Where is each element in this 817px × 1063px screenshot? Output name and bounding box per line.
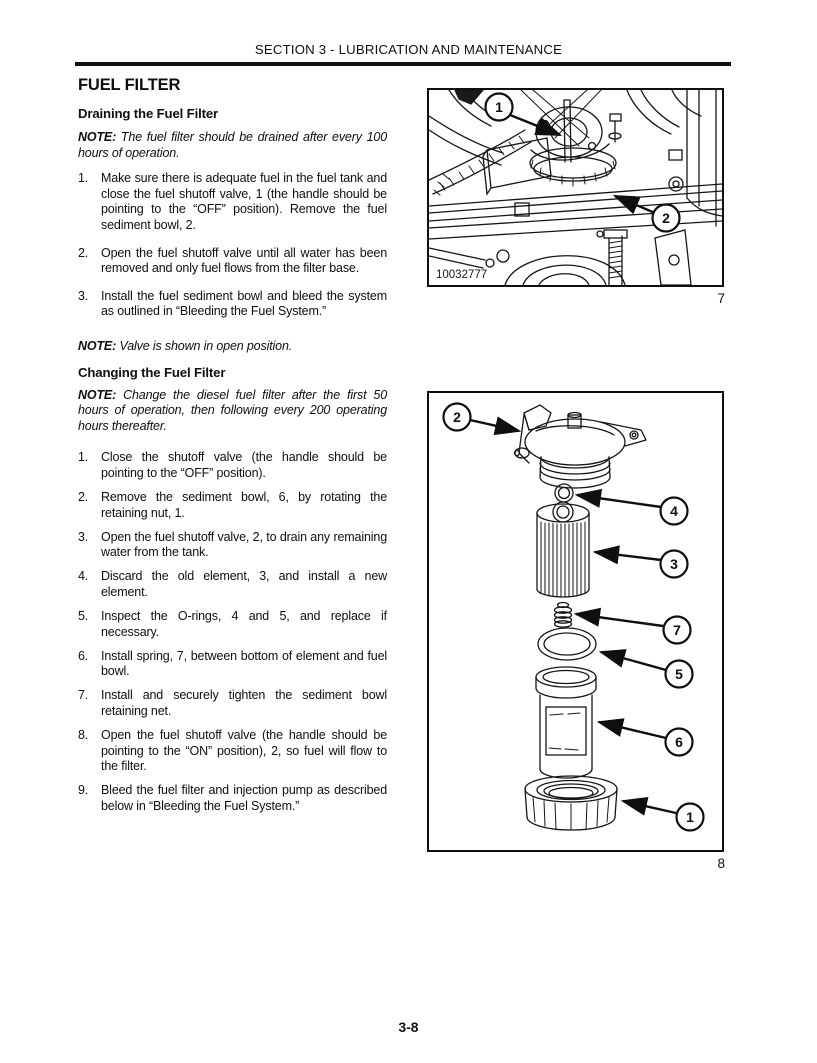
callout-arrow-element xyxy=(595,552,661,560)
step-item xyxy=(78,783,387,814)
page-title: FUEL FILTER xyxy=(78,76,181,94)
callout-label-head: 2 xyxy=(453,409,461,425)
callout-arrow-bowl xyxy=(599,722,666,738)
note-text: Valve is shown in open position. xyxy=(119,338,293,353)
figure-7-number: 7 xyxy=(717,291,725,306)
step-item xyxy=(78,530,387,561)
engine-line-drawing xyxy=(429,90,722,285)
figure-8-exploded-view xyxy=(427,391,724,852)
header-rule xyxy=(75,62,731,66)
note-text: Change the diesel fuel filter after the first 50 hours of operation, then following every 200 operating hours thereafter. xyxy=(78,387,387,433)
step-text: Remove the sediment bowl, 6, by rotating the retaining nut, 1. xyxy=(101,490,387,520)
step-text: Open the fuel shutoff valve, 2, to drain any remaining water from the tank. xyxy=(101,529,387,560)
callout-label-bowl: 6 xyxy=(675,734,683,750)
valve-note xyxy=(78,339,387,355)
step-item xyxy=(78,569,387,600)
step-number: 1. xyxy=(78,171,89,186)
note-label: NOTE: xyxy=(78,130,117,144)
draining-steps xyxy=(78,171,387,320)
step-text: Open the fuel shutoff valve (the handle should be pointing to the “ON” position), 2, so fuel will flow to the filter. xyxy=(101,728,387,774)
draining-note xyxy=(78,130,387,161)
callout-label-oring-small: 4 xyxy=(670,503,678,519)
callout-arrow-oring-large xyxy=(601,652,666,670)
step-number: 5. xyxy=(78,609,89,624)
note-label: NOTE: xyxy=(78,338,117,353)
step-item xyxy=(78,609,387,640)
figure-7-engine-view xyxy=(427,88,724,287)
callout-arrow-bowl xyxy=(615,196,655,213)
step-item xyxy=(78,688,387,719)
callout-label-bowl: 2 xyxy=(662,210,670,226)
step-text: Make sure there is adequate fuel in the fuel tank and close the fuel shutoff valve, 1 (the handle should be pointing to the “OFF” position). Remove the fuel sediment bowl, 2. xyxy=(101,171,387,232)
changing-steps xyxy=(78,450,387,814)
step-text: Install and securely tighten the sediment bowl retaining net. xyxy=(101,688,387,719)
step-number: 1. xyxy=(78,450,89,465)
step-item xyxy=(78,490,387,521)
callout-arrow-oring-small xyxy=(577,495,661,507)
callout-label-element: 3 xyxy=(670,556,678,572)
step-text: Open the fuel shutoff valve until all water has been removed and only fuel flows from the filter base. xyxy=(101,245,387,276)
step-item xyxy=(78,171,387,233)
step-number: 6. xyxy=(78,648,89,663)
callout-arrow-spring xyxy=(576,614,663,626)
step-item xyxy=(78,246,387,277)
step-number: 4. xyxy=(78,569,89,584)
step-number: 2. xyxy=(78,245,89,260)
step-number: 9. xyxy=(78,783,89,798)
step-item xyxy=(78,728,387,775)
step-text: Bleed the fuel filter and injection pump as described below in “Bleeding the Fuel System.” xyxy=(101,783,387,813)
step-item xyxy=(78,649,387,680)
step-text: Install the fuel sediment bowl and bleed the system as outlined in “Bleeding the Fuel System.” xyxy=(101,288,387,319)
callout-label-spring: 7 xyxy=(673,622,681,638)
callout-arrow-valve xyxy=(510,115,560,135)
section-header: SECTION 3 - LUBRICATION AND MAINTENANCE xyxy=(254,42,563,57)
draining-heading: Draining the Fuel Filter xyxy=(78,106,219,121)
page-number: 3-8 xyxy=(398,1020,419,1035)
step-number: 3. xyxy=(78,529,89,544)
callout-arrow-head xyxy=(470,420,519,431)
step-text: Install spring, 7, between bottom of element and fuel bowl. xyxy=(101,648,387,679)
callout-label-nut: 1 xyxy=(686,809,694,825)
exploded-filter-drawing xyxy=(429,393,722,850)
step-number: 3. xyxy=(78,288,89,303)
callout-arrow-nut xyxy=(623,801,676,813)
figure-8-number: 8 xyxy=(717,856,725,871)
step-text: Inspect the O-rings, 4 and 5, and replace if necessary. xyxy=(101,609,387,639)
changing-note xyxy=(78,388,387,435)
callout-label-valve: 1 xyxy=(495,99,503,115)
photo-id: 10032777 xyxy=(436,269,488,281)
step-number: 2. xyxy=(78,490,89,504)
step-number: 8. xyxy=(78,728,89,743)
step-item xyxy=(78,450,387,481)
note-label: NOTE: xyxy=(78,387,117,402)
changing-heading: Changing the Fuel Filter xyxy=(78,364,226,380)
text-column xyxy=(78,76,387,823)
step-item xyxy=(78,289,387,320)
note-text: The fuel filter should be drained after every 100 hours of operation. xyxy=(78,130,387,160)
step-text: Close the shutoff valve (the handle should be pointing to the “OFF” position). xyxy=(101,450,387,480)
step-text: Discard the old element, 3, and install a new element. xyxy=(101,569,387,599)
callout-label-oring-large: 5 xyxy=(675,666,683,682)
step-number: 7. xyxy=(78,688,89,703)
